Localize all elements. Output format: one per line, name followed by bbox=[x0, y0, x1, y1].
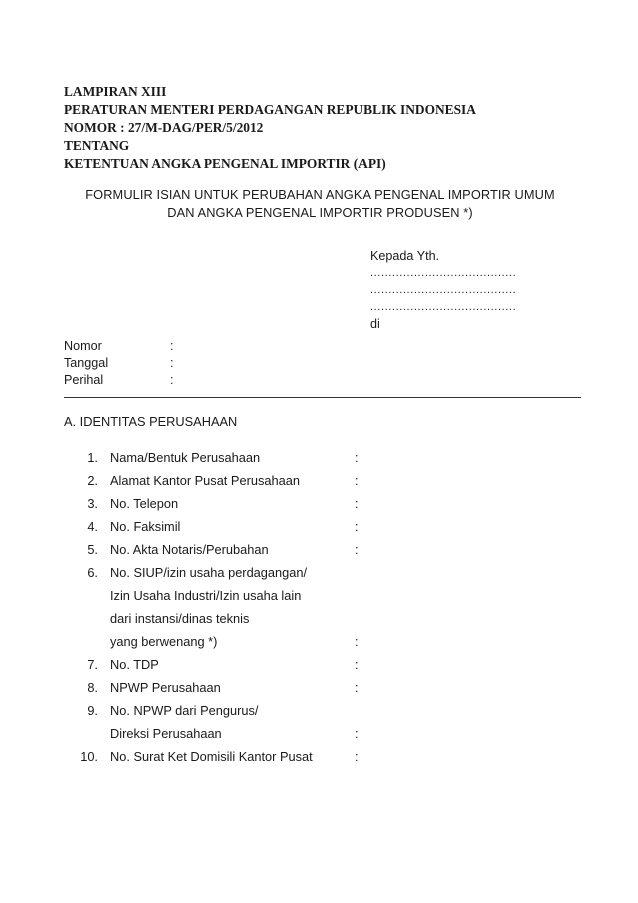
meta-tanggal-row bbox=[64, 355, 174, 372]
recipient-blank-1: ........................................ bbox=[370, 267, 517, 279]
item-label bbox=[64, 446, 384, 469]
item-label-text: Izin Usaha Industri/Izin usaha lain bbox=[110, 588, 302, 603]
item-colon: : bbox=[355, 450, 359, 465]
recipient-blank-3: ........................................ bbox=[370, 301, 517, 313]
section-a-items bbox=[64, 446, 384, 768]
item-label bbox=[64, 515, 384, 538]
item-label bbox=[64, 469, 384, 492]
item-label bbox=[64, 676, 384, 699]
item-label-text: NPWP Perusahaan bbox=[110, 680, 221, 695]
list-item bbox=[64, 699, 384, 745]
item-label-text: Alamat Kantor Pusat Perusahaan bbox=[110, 473, 300, 488]
meta-nomor-colon: : bbox=[170, 339, 174, 353]
item-number: 8. bbox=[87, 680, 98, 695]
recipient-di: di bbox=[370, 317, 380, 331]
list-item bbox=[64, 653, 384, 676]
header-line-ketentuan: KETENTUAN ANGKA PENGENAL IMPORTIR (API) bbox=[64, 156, 386, 171]
header-line-peraturan: PERATURAN MENTERI PERDAGANGAN REPUBLIK INDONESIA bbox=[64, 102, 476, 117]
item-colon: : bbox=[355, 519, 359, 534]
list-item bbox=[64, 745, 384, 768]
meta-perihal-row bbox=[64, 372, 174, 389]
item-number: 3. bbox=[87, 496, 98, 511]
item-label-text: No. Faksimil bbox=[110, 519, 181, 534]
item-colon: : bbox=[355, 473, 359, 488]
item-label bbox=[64, 699, 384, 722]
item-label-text: No. Telepon bbox=[110, 496, 179, 511]
item-label bbox=[64, 607, 384, 630]
item-label-text: No. Akta Notaris/Perubahan bbox=[110, 542, 269, 557]
item-colon: : bbox=[355, 726, 359, 741]
list-item bbox=[64, 515, 384, 538]
list-item bbox=[64, 446, 384, 469]
header-line-tentang: TENTANG bbox=[64, 138, 130, 153]
item-label bbox=[64, 584, 384, 607]
meta-perihal-label: Perihal bbox=[64, 373, 104, 387]
list-item bbox=[64, 676, 384, 699]
item-colon: : bbox=[355, 634, 359, 649]
item-number: 4. bbox=[87, 519, 98, 534]
item-colon: : bbox=[355, 680, 359, 695]
item-colon: : bbox=[355, 542, 359, 557]
form-title-line-2: DAN ANGKA PENGENAL IMPORTIR PRODUSEN *) bbox=[167, 205, 473, 220]
section-a-title: A. IDENTITAS PERUSAHAAN bbox=[64, 414, 238, 429]
item-number: 7. bbox=[87, 657, 98, 672]
item-label-text: Nama/Bentuk Perusahaan bbox=[110, 450, 261, 465]
recipient-blank-2: ........................................ bbox=[370, 284, 517, 296]
form-title bbox=[40, 186, 600, 222]
item-label-text: No. NPWP dari Pengurus/ bbox=[110, 703, 259, 718]
item-label-text: yang berwenang *) bbox=[110, 634, 218, 649]
item-colon: : bbox=[355, 496, 359, 511]
header-line-lampiran: LAMPIRAN XIII bbox=[64, 84, 167, 99]
item-number: 6. bbox=[87, 565, 98, 580]
item-number: 5. bbox=[87, 542, 98, 557]
document-header bbox=[64, 83, 476, 173]
item-label bbox=[64, 745, 384, 768]
meta-nomor-label: Nomor bbox=[64, 339, 102, 353]
list-item bbox=[64, 561, 384, 653]
list-item bbox=[64, 492, 384, 515]
section-divider bbox=[64, 397, 581, 398]
item-label bbox=[64, 722, 384, 745]
recipient-block bbox=[370, 248, 516, 333]
recipient-label: Kepada Yth. bbox=[370, 249, 440, 263]
item-label-text: dari instansi/dinas teknis bbox=[110, 611, 250, 626]
header-line-nomor: NOMOR : 27/M-DAG/PER/5/2012 bbox=[64, 120, 264, 135]
letter-meta bbox=[64, 338, 174, 389]
list-item bbox=[64, 469, 384, 492]
item-label bbox=[64, 538, 384, 561]
item-colon: : bbox=[355, 657, 359, 672]
item-colon: : bbox=[355, 749, 359, 764]
item-label bbox=[64, 561, 384, 584]
item-label bbox=[64, 653, 384, 676]
item-label bbox=[64, 630, 384, 653]
item-label-text: No. Surat Ket Domisili Kantor Pusat bbox=[110, 749, 313, 764]
item-label bbox=[64, 492, 384, 515]
meta-nomor-row bbox=[64, 338, 174, 355]
item-label-text: No. TDP bbox=[110, 657, 159, 672]
item-number: 9. bbox=[87, 703, 98, 718]
meta-perihal-colon: : bbox=[170, 373, 174, 387]
form-title-line-1: FORMULIR ISIAN UNTUK PERUBAHAN ANGKA PENGENAL IMPORTIR UMUM bbox=[85, 187, 555, 202]
item-number: 2. bbox=[87, 473, 98, 488]
item-label-text: No. SIUP/izin usaha perdagangan/ bbox=[110, 565, 308, 580]
item-label-text: Direksi Perusahaan bbox=[110, 726, 222, 741]
item-number: 1. bbox=[87, 450, 98, 465]
meta-tanggal-label: Tanggal bbox=[64, 356, 109, 370]
list-item bbox=[64, 538, 384, 561]
meta-tanggal-colon: : bbox=[170, 356, 174, 370]
item-number: 10. bbox=[80, 749, 98, 764]
